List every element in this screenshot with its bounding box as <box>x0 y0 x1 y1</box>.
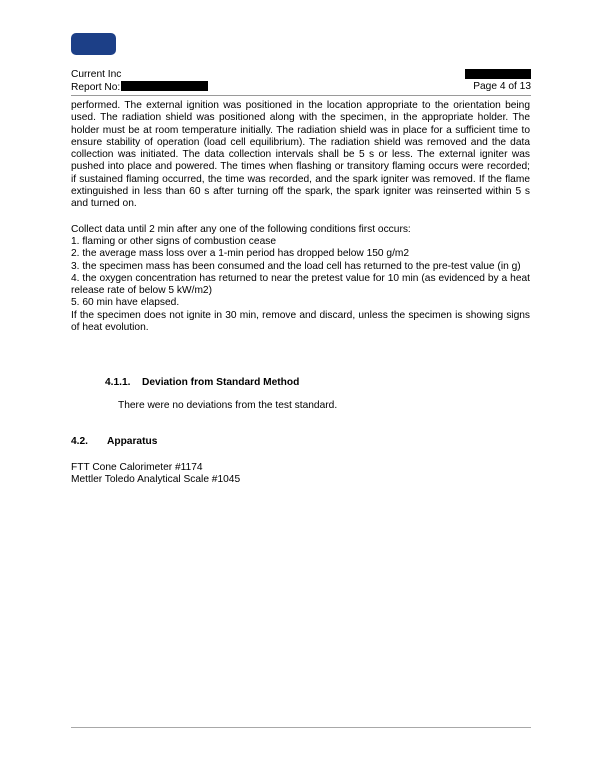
closing-paragraph: If the specimen does not ignite in 30 min, remove and discard, unless the specimen is showing signs of heat evolution. <box>71 309 530 334</box>
redacted-block <box>121 81 208 91</box>
condition-item: 3. the specimen mass has been consumed and the load cell has returned to the pre-test value (in g) <box>71 260 521 272</box>
apparatus-item: Mettler Toledo Analytical Scale #1045 <box>71 474 241 486</box>
section-heading-deviation <box>105 377 299 389</box>
deviation-text: There were no deviations from the test standard. <box>118 400 338 411</box>
collect-data-intro: Collect data until 2 min after any one of the following conditions first occurs: <box>71 223 411 235</box>
section-number: 4.1.1. <box>105 377 131 388</box>
document-body <box>71 100 530 334</box>
header-report-line <box>71 81 531 93</box>
section-title: Apparatus <box>107 436 158 447</box>
procedure-paragraph: performed. The external ignition was positioned in the location appropriate to the orientation being used. The radiation shield was positioned along with the specimen, in the appropriate holder. The holder must be at room temperature initially. The radiation shield was in place for a sufficient time to ensure stability of operation (load cell equilibrium). The radiation shield was removed and the data collection was initiated. The data collection intervals shall be 5 s or less. The external igniter was pushed into place and powered. The times when flashing or transitory flaming occurs were recorded; if sustained flaming occurred, the time was recorded, and the spark igniter was removed. If the flame extinguished in less than 60 s after turning off the spark, the spark igniter was reinserted within 5 s and turned on. <box>71 100 530 210</box>
condition-item: 5. 60 min have elapsed. <box>71 297 180 309</box>
header-divider <box>71 95 531 96</box>
section-title: Deviation from Standard Method <box>142 377 300 388</box>
condition-item: 1. flaming or other signs of combustion cease <box>71 235 276 247</box>
condition-item: 4. the oxygen concentration has returned to near the pretest value for 10 min (as evidenced by a heat release rate of below 5 kW/m2) <box>71 272 530 297</box>
company-name: Current Inc <box>71 69 122 80</box>
footer-divider <box>71 727 531 728</box>
apparatus-item: FTT Cone Calorimeter #1174 <box>71 462 203 473</box>
apparatus-list <box>71 462 240 487</box>
page-number: Page 4 of 13 <box>473 81 531 92</box>
header-company-line <box>71 69 531 81</box>
condition-item: 2. the average mass loss over a 1-min period has dropped below 150 g/m2 <box>71 248 410 260</box>
section-number: 4.2. <box>71 436 88 447</box>
company-logo <box>71 33 116 55</box>
section-heading-apparatus <box>71 436 157 448</box>
redacted-block <box>465 69 531 79</box>
report-number-label: Report No: <box>71 82 121 93</box>
